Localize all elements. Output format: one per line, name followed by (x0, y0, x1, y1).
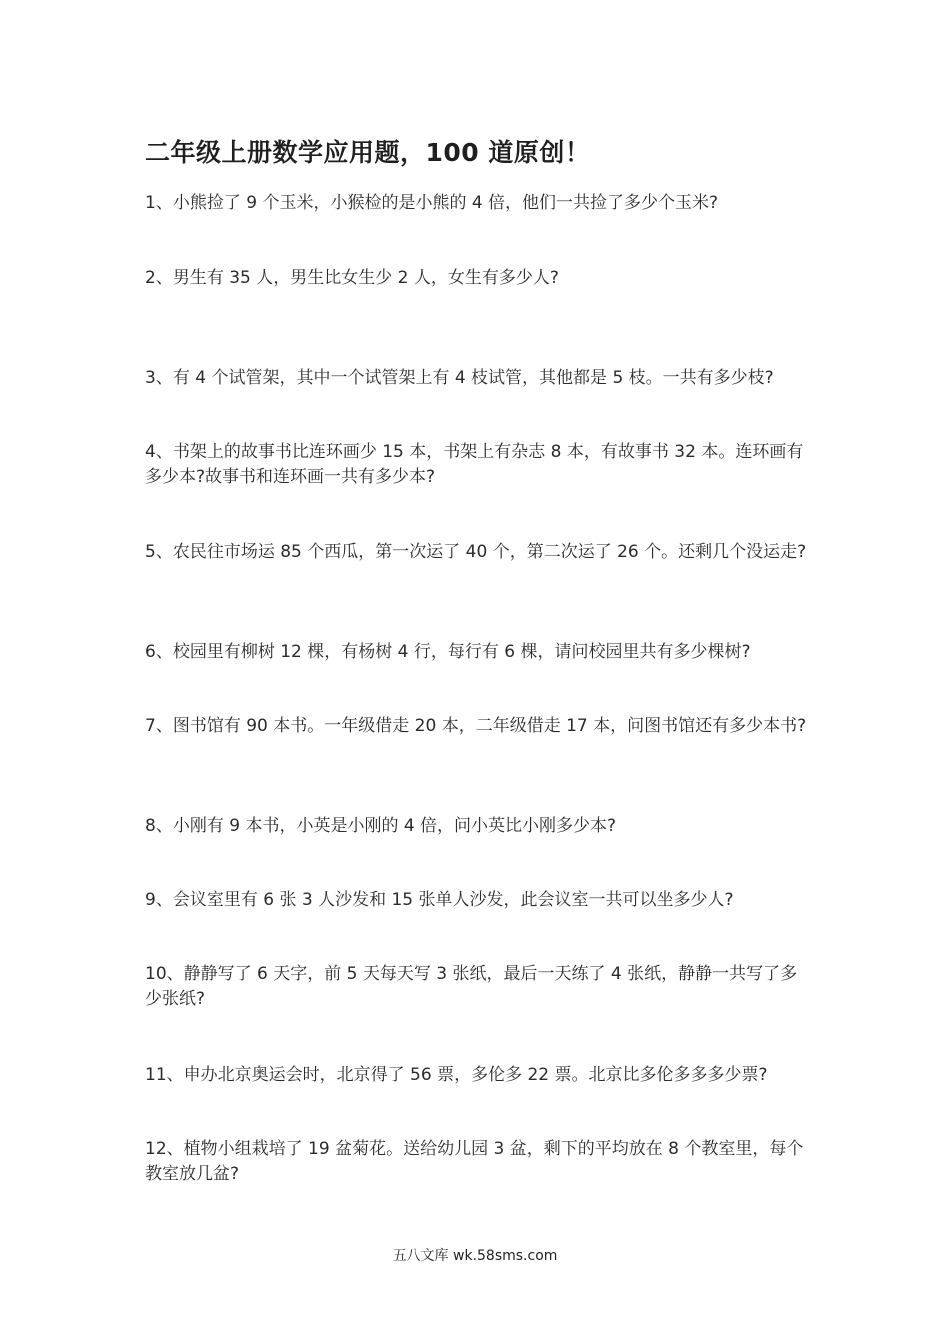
question-5: 5、农民往市场运 85 个西瓜，第一次运了 40 个，第二次运了 26 个。还剩几个没运走? (145, 542, 807, 562)
document-title: 二年级上册数学应用题，100 道原创！ (145, 138, 591, 167)
question-4: 4、书架上的故事书比连环画少 15 本，书架上有杂志 8 本，有故事书 32 本。连环画有多少本?故事书和连环画一共有多少本? (145, 442, 804, 487)
question-7: 7、图书馆有 90 本书。一年级借走 20 本，二年级借走 17 本，问图书馆还有多少本书? (145, 716, 807, 736)
question-2: 2、男生有 35 人，男生比女生少 2 人，女生有多少人? (145, 268, 559, 288)
question-9: 9、会议室里有 6 张 3 人沙发和 15 张单人沙发，此会议室一共可以坐多少人? (145, 890, 734, 910)
question-11: 11、申办北京奥运会时，北京得了 56 票，多伦多 22 票。北京比多伦多多多少票? (145, 1065, 768, 1085)
footer-watermark: 五八文库 wk.58sms.com (392, 1248, 558, 1264)
question-3: 3、有 4 个试管架，其中一个试管架上有 4 枝试管，其他都是 5 枝。一共有多少枝? (145, 368, 774, 388)
question-12: 12、植物小组栽培了 19 盆菊花。送给幼儿园 3 盆，剩下的平均放在 8 个教室里，每个教室放几盆? (145, 1139, 804, 1184)
question-1: 1、小熊捡了 9 个玉米，小猴检的是小熊的 4 倍，他们一共捡了多少个玉米? (145, 193, 719, 213)
question-10: 10、静静写了 6 天字，前 5 天每天写 3 张纸，最后一天练了 4 张纸，静静一共写了多少张纸? (145, 964, 798, 1009)
question-6: 6、校园里有柳树 12 棵，有杨树 4 行，每行有 6 棵，请问校园里共有多少棵树? (145, 642, 751, 662)
question-8: 8、小刚有 9 本书，小英是小刚的 4 倍，问小英比小刚多少本? (145, 816, 617, 836)
